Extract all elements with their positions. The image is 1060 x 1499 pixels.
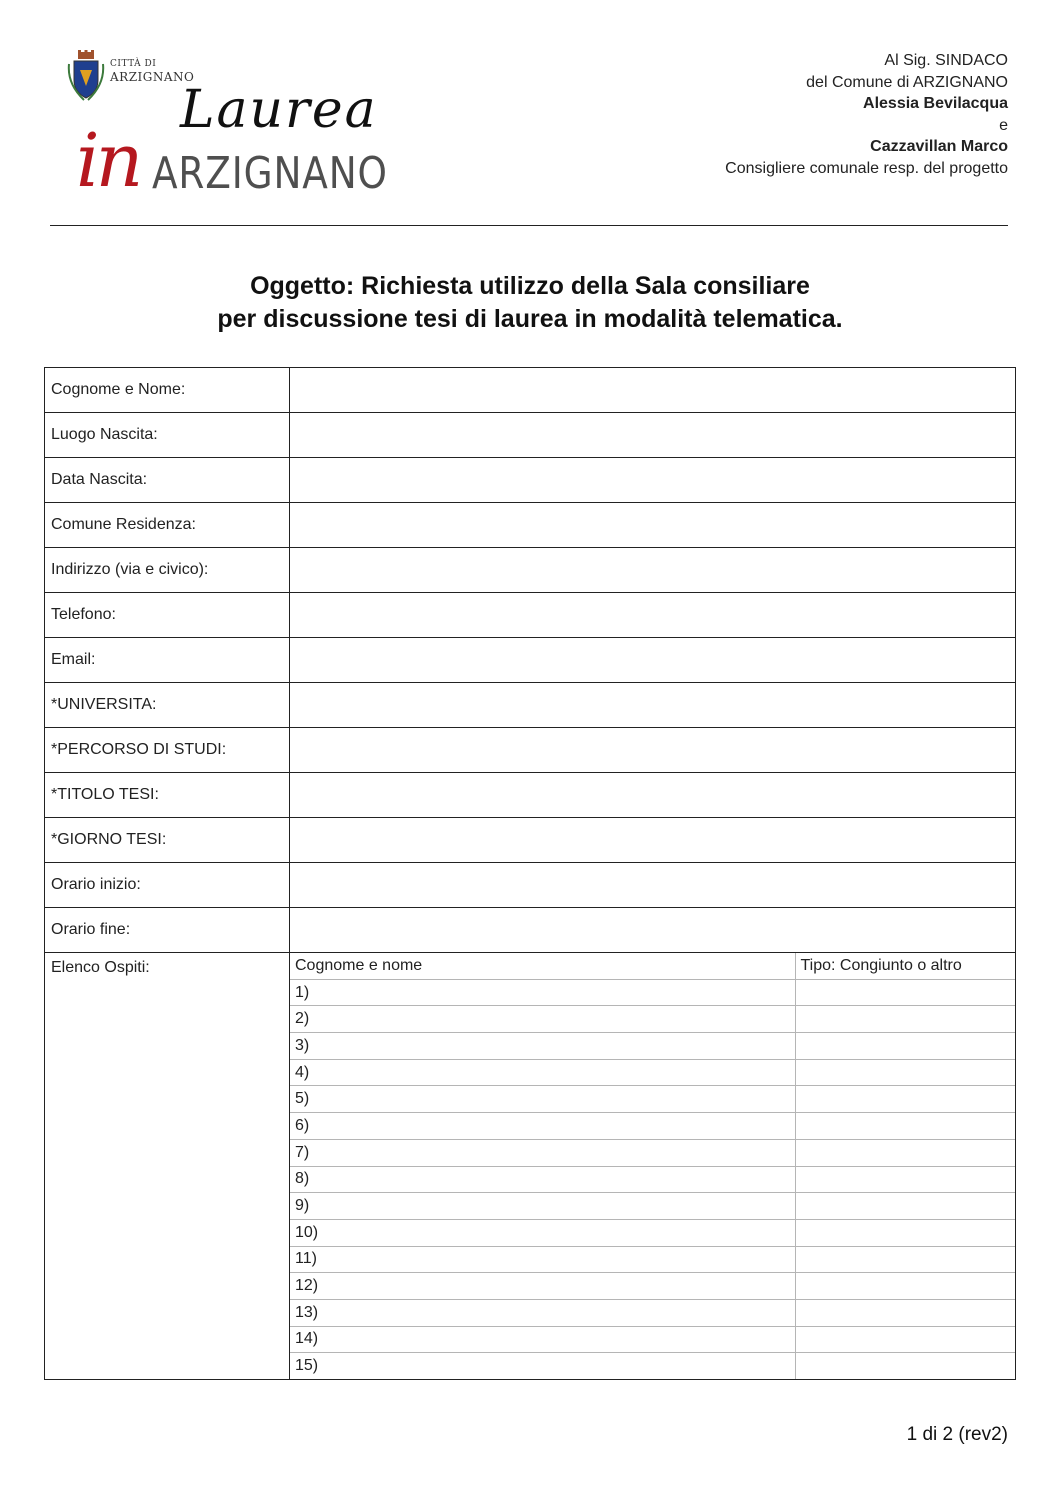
city-prefix: CITTÀ DI [110,59,157,69]
guest-type-cell[interactable] [795,1059,1015,1086]
page-number: 1 di 2 (rev2) [906,1424,1008,1445]
field-input-percorso-studi[interactable] [290,728,1016,773]
guest-name-cell[interactable]: 5) [290,1086,795,1113]
guest-type-cell[interactable] [795,1139,1015,1166]
field-input-data-nascita[interactable] [290,458,1016,503]
address-name-2: Cazzavillan Marco [870,138,1008,155]
field-label: Indirizzo (via e civico): [45,548,290,593]
guest-row [290,1113,1015,1140]
form-row-luogo-nascita [45,413,1016,458]
guest-type-cell[interactable] [795,1033,1015,1060]
guest-name-cell[interactable]: 14) [290,1326,795,1353]
guest-type-cell[interactable] [795,1113,1015,1140]
guests-label: Elenco Ospiti: [45,953,290,1380]
guest-name-cell[interactable]: 12) [290,1273,795,1300]
guest-name-cell[interactable]: 9) [290,1193,795,1220]
guest-row [290,1006,1015,1033]
address-name-1: Alessia Bevilacqua [863,95,1008,112]
guest-row [290,1086,1015,1113]
guest-type-cell[interactable] [795,1326,1015,1353]
form-row-percorso-studi [45,728,1016,773]
guest-name-cell[interactable]: 3) [290,1033,795,1060]
guest-name-cell[interactable]: 15) [290,1353,795,1379]
guest-row [290,1139,1015,1166]
guest-name-cell[interactable]: 8) [290,1166,795,1193]
city-name: ARZIGNANO [110,70,195,84]
guest-name-cell[interactable]: 10) [290,1219,795,1246]
guest-row [290,1353,1015,1379]
guests-col-type: Tipo: Congiunto o altro [795,953,1015,979]
field-label: *TITOLO TESI: [45,773,290,818]
guest-type-cell[interactable] [795,1086,1015,1113]
field-label: Cognome e Nome: [45,368,290,413]
field-label: Comune Residenza: [45,503,290,548]
guest-name-cell[interactable]: 6) [290,1113,795,1140]
guest-name-cell[interactable]: 11) [290,1246,795,1273]
address-line-2: del Comune di ARZIGNANO [806,73,1008,91]
logo-script-laurea: Laurea [180,80,378,140]
subject-line-2: per discussione tesi di laurea in modalità telematica. [217,305,843,333]
guests-cell [290,953,1016,1380]
header-divider [50,225,1008,226]
form-row-orario-fine [45,908,1016,953]
guests-col-name: Cognome e nome [290,953,795,979]
guests-table [290,953,1015,1379]
guest-name-cell[interactable]: 2) [290,1006,795,1033]
guest-type-cell[interactable] [795,1193,1015,1220]
guest-type-cell[interactable] [795,1166,1015,1193]
guest-row [290,1246,1015,1273]
form-row-orario-inizio [45,863,1016,908]
guest-name-cell[interactable]: 1) [290,979,795,1006]
logo [62,46,388,211]
field-label: *GIORNO TESI: [45,818,290,863]
subject-heading [0,270,1060,336]
guest-type-cell[interactable] [795,1273,1015,1300]
field-input-comune-residenza[interactable] [290,503,1016,548]
form-row-email [45,638,1016,683]
city-crest-icon [66,50,106,102]
field-label: *UNIVERSITA: [45,683,290,728]
guest-row [290,1166,1015,1193]
guest-type-cell[interactable] [795,1353,1015,1379]
field-label: *PERCORSO DI STUDI: [45,728,290,773]
address-conjunction: e [999,116,1008,134]
form-row-elenco-ospiti [45,953,1016,1380]
form-row-telefono [45,593,1016,638]
field-input-orario-inizio[interactable] [290,863,1016,908]
guest-type-cell[interactable] [795,1219,1015,1246]
form-row-data-nascita [45,458,1016,503]
address-line-1: Al Sig. SINDACO [884,52,1008,69]
guest-row [290,1219,1015,1246]
address-role: Consigliere comunale resp. del progetto [725,159,1008,177]
field-input-giorno-tesi[interactable] [290,818,1016,863]
guest-type-cell[interactable] [795,1299,1015,1326]
form-row-comune-residenza [45,503,1016,548]
guest-row [290,1326,1015,1353]
logo-in-mark: in [76,118,140,204]
form-row-titolo-tesi [45,773,1016,818]
field-input-email[interactable] [290,638,1016,683]
field-input-telefono[interactable] [290,593,1016,638]
form-row-giorno-tesi [45,818,1016,863]
field-input-cognome-nome[interactable] [290,368,1016,413]
guest-row [290,1299,1015,1326]
field-input-titolo-tesi[interactable] [290,773,1016,818]
guest-row [290,1059,1015,1086]
guest-row [290,979,1015,1006]
guest-name-cell[interactable]: 4) [290,1059,795,1086]
guests-header-row [290,953,1015,979]
guest-type-cell[interactable] [795,979,1015,1006]
guest-name-cell[interactable]: 7) [290,1139,795,1166]
guest-row [290,1273,1015,1300]
guest-row [290,1193,1015,1220]
guest-type-cell[interactable] [795,1006,1015,1033]
addressee-block [725,50,1008,179]
form-row-indirizzo [45,548,1016,593]
field-label: Data Nascita: [45,458,290,503]
guest-name-cell[interactable]: 13) [290,1299,795,1326]
subject-line-1: Oggetto: Richiesta utilizzo della Sala consiliare [250,272,810,300]
field-input-orario-fine[interactable] [290,908,1016,953]
field-label: Telefono: [45,593,290,638]
form-row-universita [45,683,1016,728]
field-label: Email: [45,638,290,683]
guest-type-cell[interactable] [795,1246,1015,1273]
field-label: Orario inizio: [45,863,290,908]
guest-row [290,1033,1015,1060]
field-input-indirizzo[interactable] [290,548,1016,593]
field-input-universita[interactable] [290,683,1016,728]
form-row-cognome-nome [45,368,1016,413]
field-label: Luogo Nascita: [45,413,290,458]
field-input-luogo-nascita[interactable] [290,413,1016,458]
field-label: Orario fine: [45,908,290,953]
logo-city-word: ARZIGNANO [152,148,388,199]
request-form [44,367,1016,1380]
